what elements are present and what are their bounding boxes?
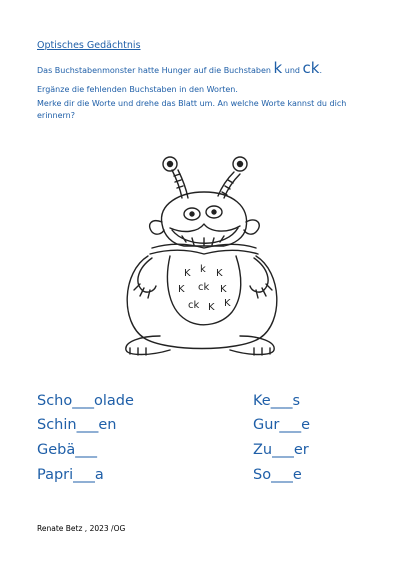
word-right-3: Zu___er xyxy=(253,442,309,458)
letter-monster-drawing-icon xyxy=(100,152,280,362)
and-word: und xyxy=(282,66,303,75)
monster-letter: k xyxy=(200,264,206,275)
monster-letter: ck xyxy=(198,282,210,293)
word-left-1: Scho___olade xyxy=(37,393,134,409)
letter-ck: ck xyxy=(302,59,320,77)
word-left-3: Gebä___ xyxy=(37,442,97,458)
period: . xyxy=(319,66,323,75)
monster-letter: K xyxy=(184,268,191,279)
monster-letter: K xyxy=(220,284,227,295)
instruction-text: Das Buchstabenmonster hatte Hunger auf die Buchstaben xyxy=(37,66,274,75)
letter-k: k xyxy=(273,59,283,77)
word-right-2: Gur___e xyxy=(253,417,311,433)
word-right-4: So___e xyxy=(253,467,302,483)
monster-letter: K xyxy=(224,298,231,309)
word-left-4: Papri___a xyxy=(37,467,104,483)
footer-credit: Renate Betz , 2023 /OG xyxy=(37,524,126,533)
instruction-line-1 xyxy=(37,59,377,77)
instruction-line-2: Ergänze die fehlenden Buchstaben in den Worten. xyxy=(37,85,238,94)
word-left-2: Schin___en xyxy=(37,417,117,433)
instruction-line-3: Merke dir die Worte und drehe das Blatt um. An welche Worte kannst du dich erinnern? xyxy=(37,99,347,120)
word-right-1: Ke___s xyxy=(253,393,301,409)
worksheet-title: Optisches Gedächtnis xyxy=(37,40,141,51)
monster-letter: K xyxy=(178,284,185,295)
monster-letter: K xyxy=(208,302,215,313)
monster-letter: ck xyxy=(188,300,200,311)
monster-letter: K xyxy=(216,268,223,279)
